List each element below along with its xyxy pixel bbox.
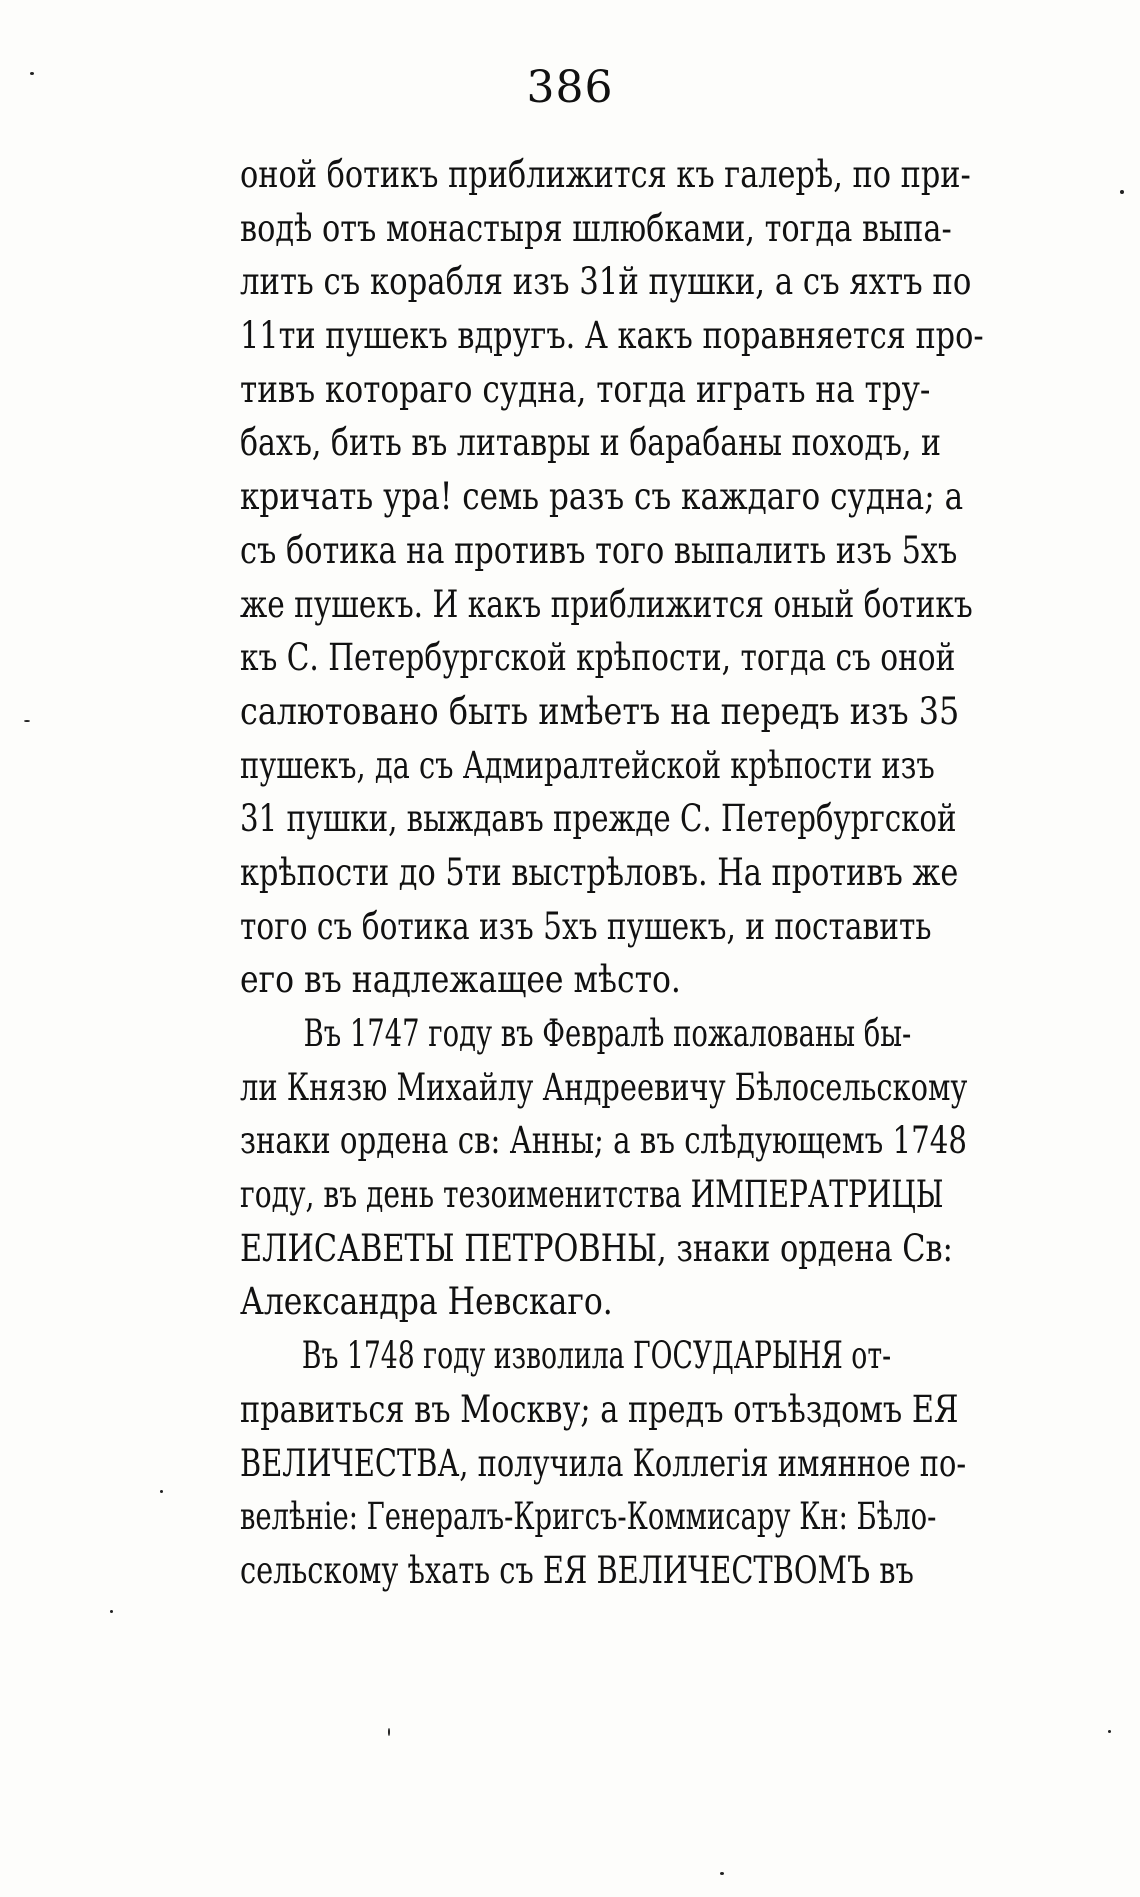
text-line: крѣпости до 5ти выстрѣловъ. На противъ же [240,850,959,894]
text-line: велѣніе: Генералъ-Кригсъ-Коммисару Кн: Бѣло- [240,1495,937,1539]
text-line: ЕЛИСАВЕТЫ ПЕТРОВНЫ, знаки ордена Св: [240,1226,953,1270]
scan-speck [1108,1730,1111,1733]
page-number: 386 [526,62,614,113]
scan-speck [388,1728,390,1736]
text-line: Въ 1748 году изволила ГОСУДАРЫНЯ от- [301,1334,892,1378]
text-line: году, въ день тезоименитства ИМПЕРАТРИЦЫ [240,1173,944,1217]
text-line: бахъ, бить въ литавры и барабаны походъ, и [240,421,941,465]
scan-speck [110,1610,113,1613]
body-text [240,148,1140,1598]
text-line: же пушекъ. И какъ приближится оный ботикъ [240,582,973,626]
text-line: правиться въ Москву; а предъ отъѣздомъ ЕЯ [240,1387,959,1431]
text-line: его въ надлежащее мѣсто. [240,958,681,1002]
scan-speck [30,72,34,75]
text-line: тивъ котораго судна, тогда играть на тру- [240,367,931,411]
scan-speck [720,1872,724,1875]
text-line: ли Князю Михайлу Андреевичу Бѣлосельскому [240,1065,968,1109]
text-line: салютовано быть имѣетъ на передъ изъ 35 [240,689,960,733]
scan-speck [24,720,30,722]
text-line: ВЕЛИЧЕСТВА, получила Коллегія имянное по- [240,1441,967,1485]
text-line: сельскому ѣхать съ ЕЯ ВЕЛИЧЕСТВОМЪ въ [240,1548,914,1592]
text-line: лить съ корабля изъ 31й пушки, а съ яхтъ по [240,260,972,304]
scan-speck [160,1490,163,1493]
text-line: оной ботикъ приближится къ галерѣ, по при- [240,153,971,196]
text-line: 11ти пушекъ вдругъ. А какъ поравняется про- [240,314,984,358]
text-line: съ ботика на противъ того выпалить изъ 5хъ [240,528,958,572]
text-line: къ С. Петербургской крѣпости, тогда съ оной [240,636,956,680]
text-line: того съ ботика изъ 5хъ пушекъ, и поставить [240,904,932,948]
text-line: знаки ордена св: Анны; а въ слѣдующемъ 1748 [240,1119,967,1163]
text-line: кричать ура! семь разъ съ каждаго судна; а [240,475,964,519]
text-line: Александра Невскаго. [240,1280,613,1324]
scan-speck [1120,190,1124,194]
text-line: Въ 1747 году въ Февралѣ пожалованы бы- [303,1012,912,1055]
text-line: водѣ отъ монастыря шлюбками, тогда выпа- [240,206,952,250]
text-line: 31 пушки, выждавъ прежде С. Петербургской [240,797,957,841]
text-line: пушекъ, да съ Адмиралтейской крѣпости изъ [240,743,935,787]
